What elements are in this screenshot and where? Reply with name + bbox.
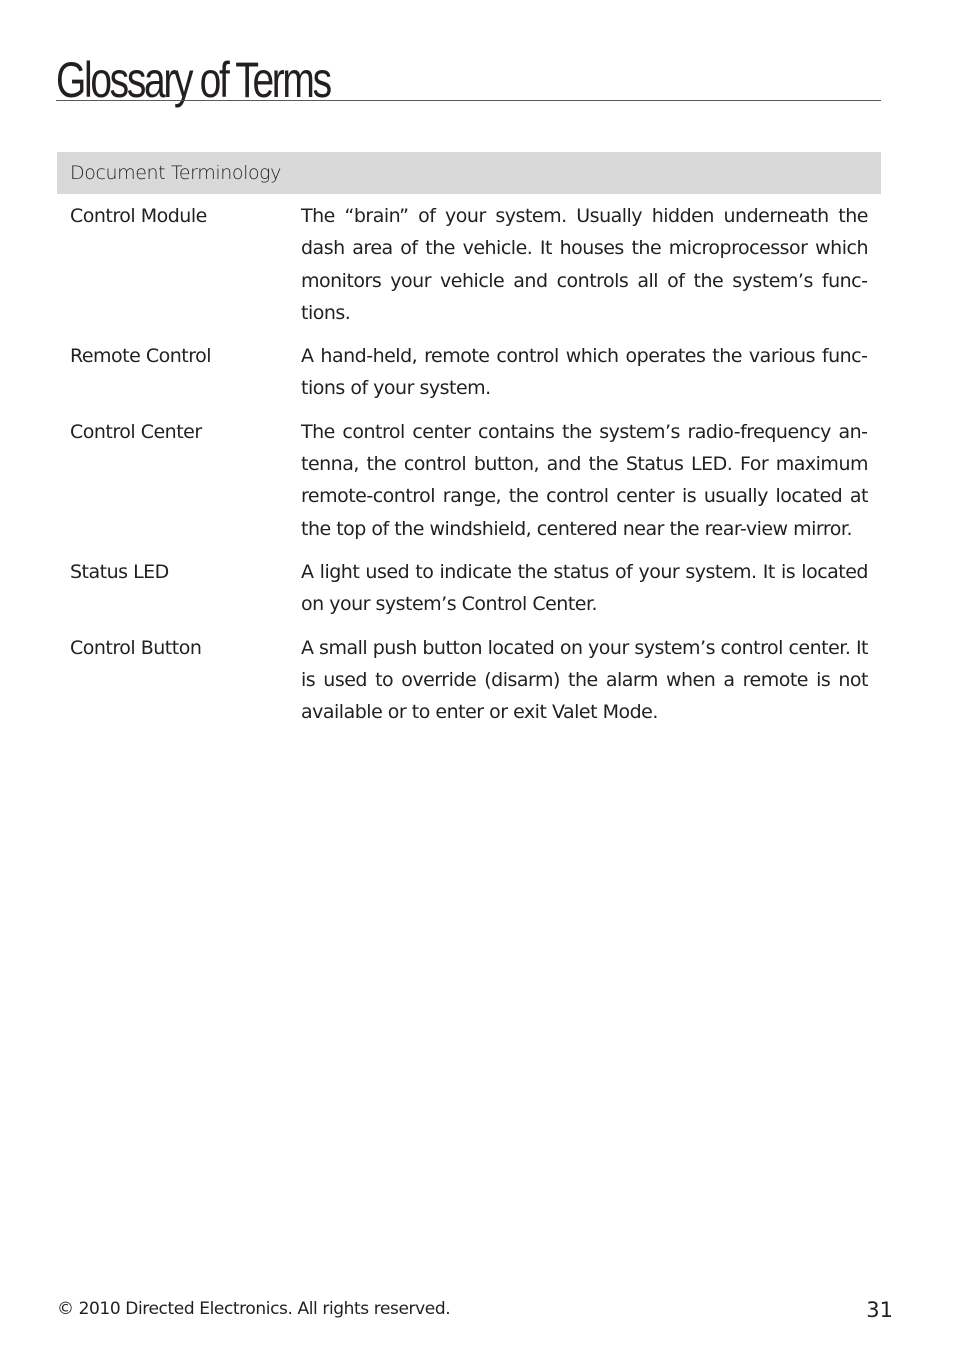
- footer-copyright: © 2010 Directed Electronics. All rights reserved.: [57, 1299, 451, 1319]
- glossary-definition: A small push button located on your system’s control center. It is used to override (disarm) the alarm when a remote is not available or to enter or exit Valet Mode.: [301, 636, 868, 724]
- page-number: 31: [866, 1298, 893, 1322]
- glossary-definition: The control center contains the system’s radio-frequency antenna, the control button, and the Status LED. For maximum remote-control range, the control center is usually located at the top of the windshield, centered near the rear-view mirror.: [301, 420, 868, 540]
- glossary-term: Status LED: [70, 560, 169, 583]
- glossary-term: Control Button: [70, 636, 202, 659]
- glossary-definition: The “brain” of your system. Usually hidden underneath the dash area of the vehicle. It houses the microprocessor which monitors your vehicle and controls all of the system’s functions.: [301, 205, 868, 324]
- glossary-entry-control-button: [70, 632, 868, 729]
- glossary-list: [70, 200, 868, 739]
- glossary-entry-status-led: [70, 556, 868, 621]
- section-header-label: Document Terminology: [70, 162, 282, 184]
- glossary-definition: A light used to indicate the status of your system. It is located on your system’s Control Center.: [301, 560, 868, 616]
- glossary-entry-remote-control: [70, 340, 868, 405]
- glossary-term: Control Center: [70, 420, 202, 443]
- glossary-entry-control-center: [70, 416, 868, 545]
- glossary-definition: A hand-held, remote control which operates the various functions of your system.: [301, 345, 868, 400]
- glossary-entry-control-module: [70, 200, 868, 329]
- glossary-term: Remote Control: [70, 345, 212, 368]
- page-title: Glossary of Terms: [56, 52, 330, 108]
- glossary-term: Control Module: [70, 205, 207, 227]
- section-header-bar: [57, 152, 881, 194]
- title-divider: [56, 100, 881, 101]
